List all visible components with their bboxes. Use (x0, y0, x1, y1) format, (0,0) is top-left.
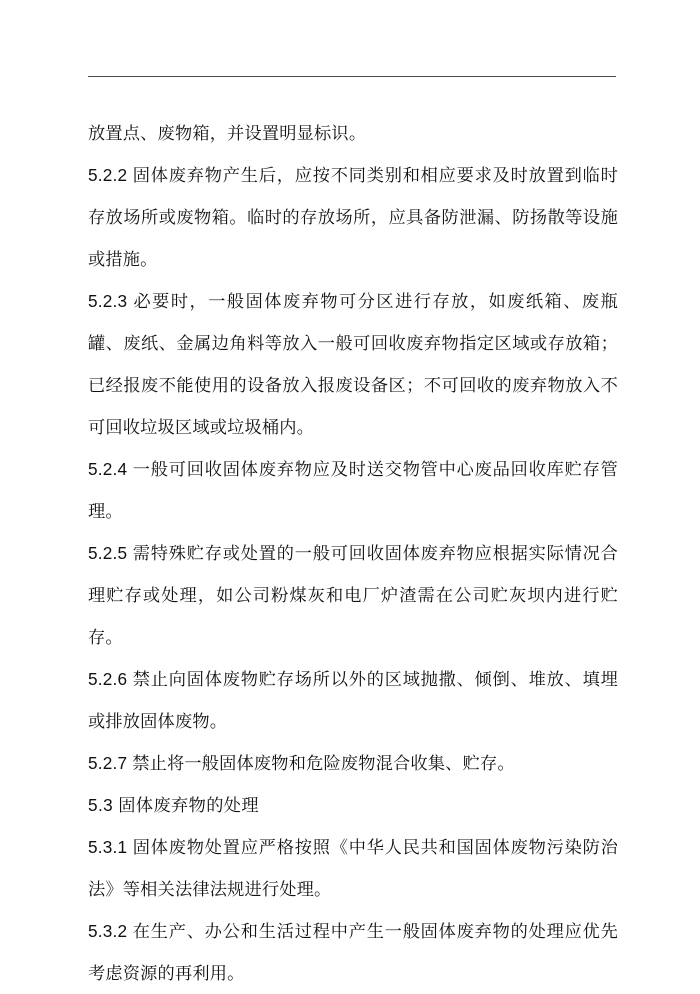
paragraph-5-2-5: 5.2.5 需特殊贮存或处置的一般可回收固体废弃物应根据实际情况合理贮存或处理，如公司粉煤灰和电厂炉渣需在公司贮灰坝内进行贮存。 (88, 543, 618, 647)
paragraph-continued: 放置点、废物箱，并设置明显标识。 (88, 123, 367, 143)
paragraph-5-2-6: 5.2.6 禁止向固体废物贮存场所以外的区域抛撒、倾倒、堆放、填埋或排放固体废物。 (88, 669, 618, 731)
paragraph-5-2-7: 5.2.7 禁止将一般固体废物和危险废物混合收集、贮存。 (88, 753, 515, 773)
document-body (88, 112, 618, 994)
paragraph-5-3-1: 5.3.1 固体废物处置应严格按照《中华人民共和国固体废物污染防治法》等相关法律法规进行处理。 (88, 837, 618, 899)
paragraph-5-3-2: 5.3.2 在生产、办公和生活过程中产生一般固体废弃物的处理应优先考虑资源的再利用。 (88, 921, 618, 983)
header-divider (88, 76, 616, 77)
paragraph-5-2-3: 5.2.3 必要时，一般固体废弃物可分区进行存放，如废纸箱、废瓶罐、废纸、金属边角料等放入一般可回收废弃物指定区域或存放箱；已经报废不能使用的设备放入报废设备区；不可回收的废弃物放入不可回收垃圾区域或垃圾桶内。 (88, 291, 618, 437)
paragraph-5-2-4: 5.2.4 一般可回收固体废弃物应及时送交物管中心废品回收库贮存管理。 (88, 459, 618, 521)
heading-5-3: 5.3 固体废弃物的处理 (88, 795, 259, 815)
paragraph-5-2-2: 5.2.2 固体废弃物产生后，应按不同类别和相应要求及时放置到临时存放场所或废物箱。临时的存放场所，应具备防泄漏、防扬散等设施或措施。 (88, 165, 618, 269)
